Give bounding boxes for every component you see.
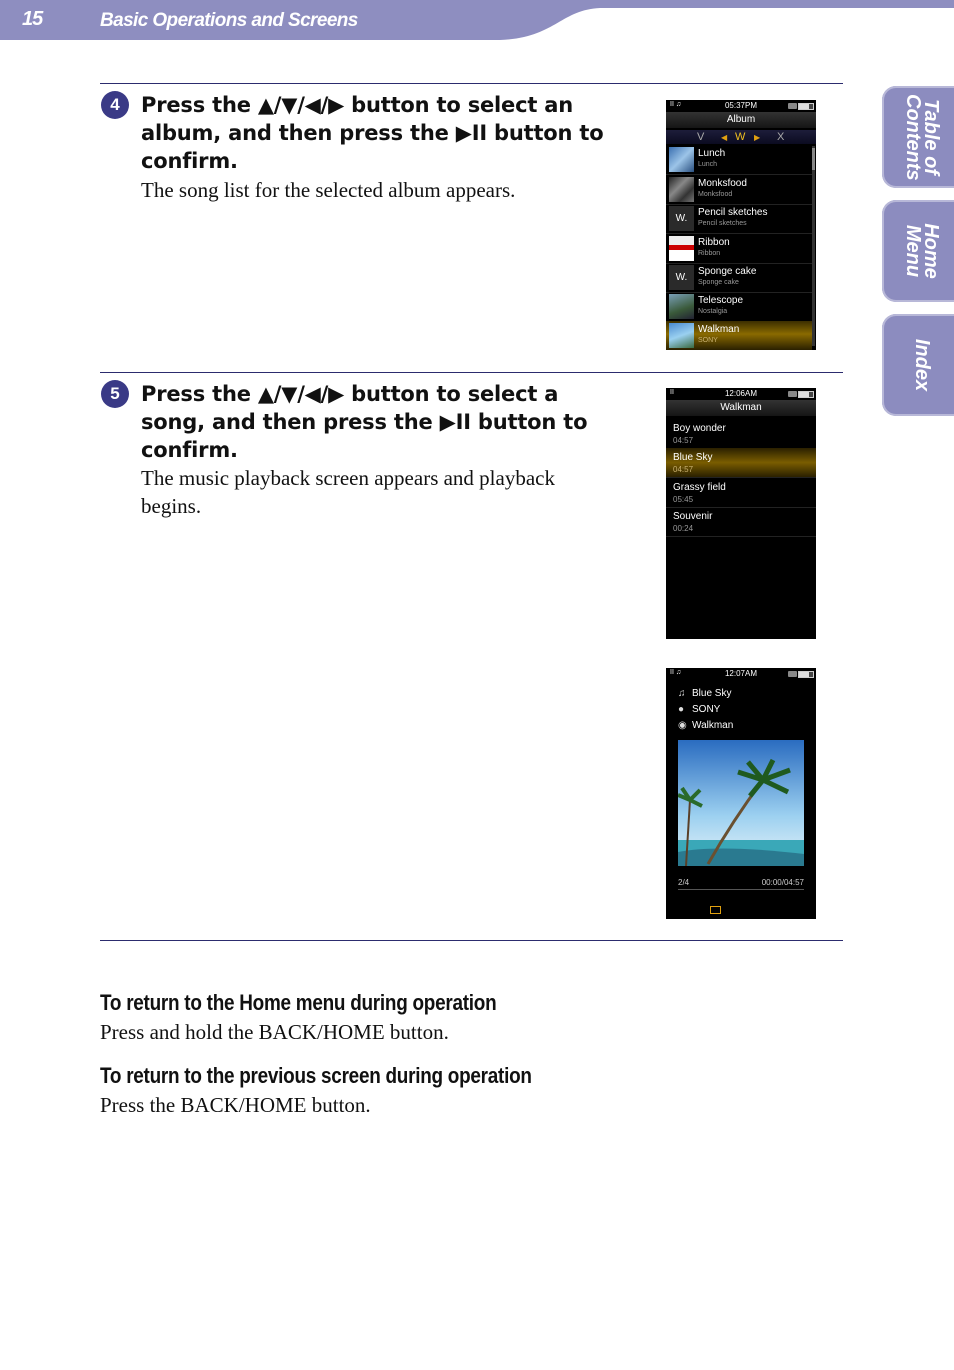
arrow-left-icon: ◀ xyxy=(721,133,728,142)
album-line xyxy=(678,720,733,731)
step-number-badge: 4 xyxy=(101,91,129,119)
album-name: Pencil sketches xyxy=(698,207,768,218)
album-name: Ribbon xyxy=(698,237,730,248)
hold-icon xyxy=(788,671,797,677)
tab-home-menu[interactable] xyxy=(882,200,954,302)
battery-icon xyxy=(798,671,814,678)
arrow-right-icon: ▶ xyxy=(754,133,761,142)
album-item[interactable] xyxy=(666,175,812,205)
song-item[interactable] xyxy=(666,507,816,537)
artist-name: SONY xyxy=(692,704,721,715)
album-artist: SONY xyxy=(698,337,718,344)
album-item[interactable] xyxy=(666,204,812,234)
song-length: 00:24 xyxy=(673,524,694,533)
album-name: Monksfood xyxy=(698,178,747,189)
tab-home-menu-label: Home Menu xyxy=(902,223,942,279)
song-item-selected[interactable] xyxy=(666,448,816,478)
step-heading: Press the ▲/▼/◀/▶ button to select an album, and then press the ▶II button to confirm. xyxy=(141,93,604,173)
scrollbar-thumb[interactable] xyxy=(812,148,815,170)
song-name: Boy wonder xyxy=(673,423,726,434)
tip-body: Press and hold the BACK/HOME button. xyxy=(100,1020,449,1044)
hold-icon xyxy=(788,103,797,109)
alphabet-index[interactable] xyxy=(666,130,816,144)
tip-body: Press the BACK/HOME button. xyxy=(100,1093,371,1117)
time-progress: 00:00/04:57 xyxy=(761,878,804,887)
alpha-letter: X xyxy=(777,131,785,143)
screen-title: Album xyxy=(666,112,816,128)
tab-table-of-contents-label: Table of Contents xyxy=(902,94,942,181)
album-art-beach xyxy=(678,740,804,866)
album-name: Lunch xyxy=(698,148,726,159)
artist-line xyxy=(678,704,720,715)
walkman-logo-icon: W. xyxy=(669,206,694,231)
song-length: 04:57 xyxy=(673,465,694,474)
album-artist: Nostalgia xyxy=(698,308,728,315)
clock: 05:37PM xyxy=(724,101,758,110)
tab-index-label: Index xyxy=(911,338,933,392)
album-item[interactable] xyxy=(666,145,812,175)
step-description: The music playback screen appears and playback begins. xyxy=(141,466,555,518)
scrollbar[interactable] xyxy=(812,146,815,346)
clock: 12:06AM xyxy=(724,389,758,398)
tab-table-of-contents[interactable] xyxy=(882,86,954,188)
page-number: 15 xyxy=(22,8,43,30)
album-artist: Sponge cake xyxy=(698,279,739,286)
status-icons: II ♫ xyxy=(670,669,682,676)
album-name: Walkman xyxy=(692,720,734,731)
album-artist: Ribbon xyxy=(698,250,721,257)
divider xyxy=(100,940,843,941)
clock: 12:07AM xyxy=(724,669,758,678)
song-list-screenshot xyxy=(666,388,816,639)
album-list-screenshot xyxy=(666,100,816,350)
progress-bar[interactable] xyxy=(678,889,804,890)
step-number-badge: 5 xyxy=(101,380,129,408)
album-item-selected[interactable] xyxy=(666,321,812,350)
step-description: The song list for the selected album appears. xyxy=(141,178,516,202)
album-art xyxy=(669,323,694,348)
album-art xyxy=(669,236,694,261)
divider xyxy=(100,83,843,84)
person-icon: ● xyxy=(678,704,685,715)
song-title: Blue Sky xyxy=(692,688,732,699)
page-header xyxy=(0,0,954,40)
album-item[interactable] xyxy=(666,263,812,293)
album-artist: Lunch xyxy=(698,161,718,168)
folder-icon xyxy=(710,906,721,914)
tip-heading: To return to the Home menu during operation xyxy=(100,990,497,1015)
status-icons: II ♫ xyxy=(670,101,682,108)
step-heading: Press the ▲/▼/◀/▶ button to select a song, and then press the ▶II button to confirm. xyxy=(141,382,588,462)
status-icons: II xyxy=(670,389,674,396)
walkman-logo-icon: W. xyxy=(669,265,694,290)
music-note-icon: ♫ xyxy=(678,688,686,699)
song-name: Blue Sky xyxy=(673,452,713,463)
album-item[interactable] xyxy=(666,234,812,264)
battery-icon xyxy=(798,391,814,398)
screen-title: Walkman xyxy=(666,400,816,416)
song-name: Souvenir xyxy=(673,511,713,522)
playback-screenshot xyxy=(666,668,816,919)
album-art xyxy=(669,177,694,202)
song-item[interactable] xyxy=(666,419,816,449)
status-bar xyxy=(666,388,816,400)
album-name: Telescope xyxy=(698,295,744,306)
divider xyxy=(100,372,843,373)
album-name: Sponge cake xyxy=(698,266,757,277)
section-title: Basic Operations and Screens xyxy=(100,10,358,31)
album-art xyxy=(669,147,694,172)
album-item[interactable] xyxy=(666,292,812,322)
battery-icon xyxy=(798,103,814,110)
track-position: 2/4 xyxy=(678,878,690,887)
song-length: 04:57 xyxy=(673,436,694,445)
hold-icon xyxy=(788,391,797,397)
song-name: Grassy field xyxy=(673,482,726,493)
album-artist: Pencil sketches xyxy=(698,220,747,227)
album-art xyxy=(669,294,694,319)
tip-heading: To return to the previous screen during operation xyxy=(100,1063,532,1088)
song-item[interactable] xyxy=(666,478,816,508)
status-bar xyxy=(666,668,816,680)
album-name: Walkman xyxy=(698,324,740,335)
alpha-letter: V xyxy=(697,131,705,143)
disc-icon: ◉ xyxy=(678,720,687,731)
tab-index[interactable] xyxy=(882,314,954,416)
alpha-letter-selected: W xyxy=(735,131,746,143)
status-bar xyxy=(666,100,816,112)
album-artist: Monksfood xyxy=(698,191,733,198)
song-length: 05:45 xyxy=(673,495,694,504)
song-title-line xyxy=(678,688,731,699)
